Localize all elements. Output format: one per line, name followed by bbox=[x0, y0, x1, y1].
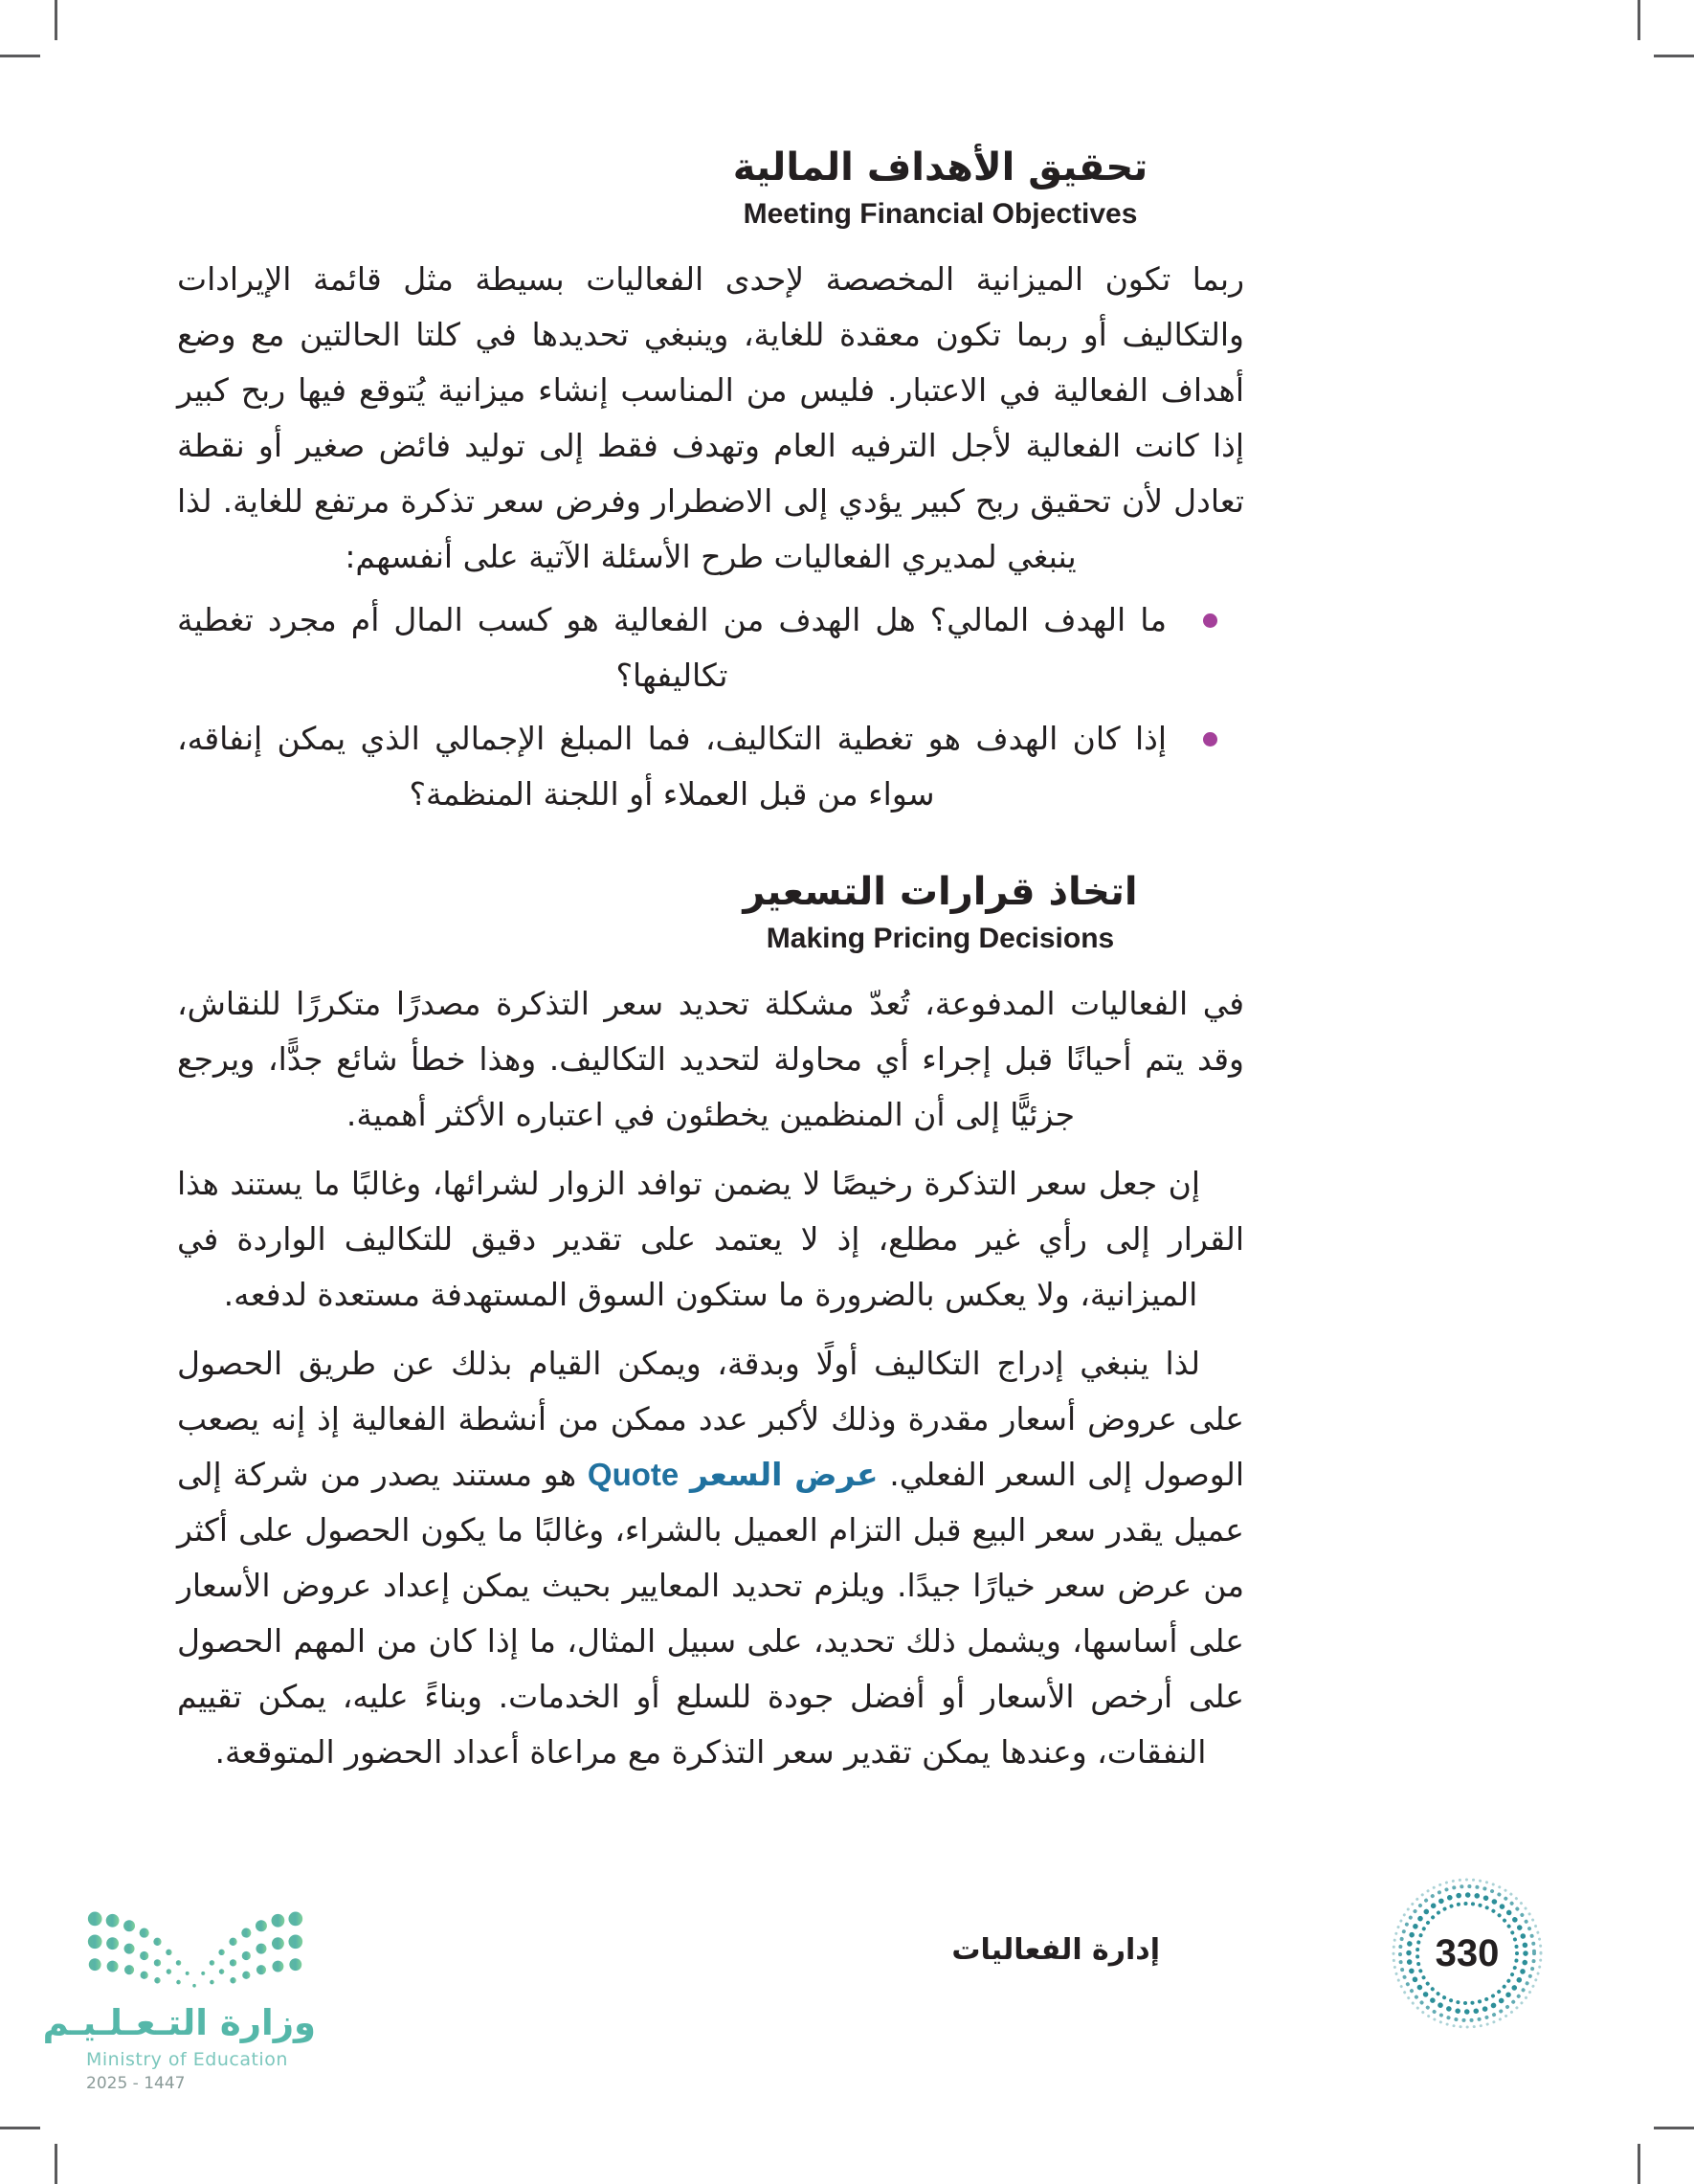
ministry-logo-dots-icon bbox=[86, 1906, 304, 1995]
bullet-dot-icon bbox=[1203, 613, 1217, 628]
crop-mark-bottom-left-vertical bbox=[55, 2144, 57, 2184]
footer-chapter-label: إدارة الفعاليات bbox=[951, 1933, 1160, 1967]
list-item bbox=[177, 711, 1244, 822]
paragraph-ticket-price-problem: في الفعاليات المدفوعة، تُعدّ مشكلة تحديد سعر التذكرة مصدرًا متكررًا للنقاش، وقد يتم أحيانًا قبل إجراء أي محاولة لتحديد التكاليف. وهذا خطأ شائع جدًّا، ويرجع جزئيًّا إلى أن المنظمين يخطئون في اعتباره الأكثر أهمية. bbox=[177, 985, 1244, 1133]
section-title-arabic: اتخاذ قرارات التسعير bbox=[743, 870, 1138, 914]
paragraph-cheap-ticket: إن جعل سعر التذكرة رخيصًا لا يضمن توافد الزوار لشرائها، وغالبًا ما يستند هذا القرار إلى رأي غير مطلع، إذ لا يعتمد على تقدير دقيق للتكاليف الواردة في الميزانية، ولا يعكس بالضرورة ما ستكون السوق المستهدفة مستعدة لدفعه. bbox=[177, 1165, 1244, 1313]
key-term-arabic: عرض السعر bbox=[689, 1456, 879, 1493]
ministry-years: 2025 - 1447 bbox=[86, 2073, 186, 2093]
crop-mark-top-left-vertical bbox=[55, 0, 57, 40]
page-content bbox=[177, 142, 1244, 1780]
bullet-list bbox=[177, 592, 1244, 822]
section-heading-pricing-decisions bbox=[177, 866, 1244, 957]
page-number-badge bbox=[1388, 1874, 1547, 2033]
crop-mark-bottom-left-horizontal bbox=[0, 2127, 40, 2129]
crop-mark-top-right-vertical bbox=[1638, 0, 1640, 40]
crop-mark-bottom-right-horizontal bbox=[1654, 2127, 1694, 2129]
ministry-of-education-logo bbox=[42, 1906, 316, 2093]
key-term-english: Quote bbox=[587, 1457, 680, 1492]
section-title-english: Making Pricing Decisions bbox=[766, 923, 1115, 954]
crop-mark-top-left-horizontal bbox=[0, 55, 40, 57]
ministry-name-english: Ministry of Education bbox=[86, 2048, 288, 2070]
crop-mark-top-right-horizontal bbox=[1654, 55, 1694, 57]
paragraph-budget-objectives: ربما تكون الميزانية المخصصة لإحدى الفعاليات بسيطة مثل قائمة الإيرادات والتكاليف أو ربما تكون معقدة للغاية، وينبغي تحديدها في كلتا الحالتين مع وضع أهداف الفعالية في الاعتبار. فليس من المناسب إنشاء ميزانية يُتوقع فيها ربح كبير إذا كانت الفعالية لأجل الترفيه العام وتهدف فقط إلى توليد فائض صغير أو نقطة تعادل لأن تحقيق ربح كبير يؤدي إلى الاضطرار وفرض سعر تذكرة مرتفع للغاية. لذا ينبغي لمديري الفعاليات طرح الأسئلة الآتية على أنفسهم: bbox=[177, 260, 1244, 575]
crop-mark-bottom-right-vertical bbox=[1638, 2144, 1640, 2184]
paragraph-quote-definition bbox=[177, 1336, 1244, 1780]
bullet-text: ما الهدف المالي؟ هل الهدف من الفعالية هو كسب المال أم مجرد تغطية تكاليفها؟ bbox=[177, 601, 1167, 694]
quote-paragraph-after: هو مستند يصدر من شركة إلى عميل يقدر سعر البيع قبل التزام العميل بالشراء، وغالبًا ما يكون الحصول على أكثر من عرض سعر خيارًا جيدًا. ويلزم تحديد المعايير بحيث يمكن إعداد عروض الأسعار على أساسها، ويشمل ذلك تحديد، على سبيل المثال، ما إذا كان من المهم الحصول على أرخص الأسعار أو أفضل جودة للسلع أو الخدمات. وبناءً عليه، يمكن تقييم النفقات، وعندها يمكن تقدير سعر التذكرة مع مراعاة أعداد الحضور المتوقعة. bbox=[177, 1456, 1244, 1771]
bullet-text: إذا كان الهدف هو تغطية التكاليف، فما المبلغ الإجمالي الذي يمكن إنفاقه، سواء من قبل العملاء أو اللجنة المنظمة؟ bbox=[177, 720, 1167, 813]
page-number: 330 bbox=[1435, 1931, 1500, 1974]
section-heading-financial-objectives bbox=[177, 142, 1244, 233]
section-title-arabic: تحقيق الأهداف المالية bbox=[732, 145, 1148, 189]
bullet-dot-icon bbox=[1203, 732, 1217, 747]
list-item bbox=[177, 592, 1244, 703]
quote-paragraph-before: لذا ينبغي إدراج التكاليف أولًا وبدقة، ويمكن القيام بذلك عن طريق الحصول على عروض أسعار مقدرة وذلك لأكبر عدد ممكن من أنشطة الفعالية إذ إنه يصعب الوصول إلى السعر الفعلي. bbox=[177, 1345, 1244, 1493]
ministry-name-arabic: وزارة التـعـلـيـم bbox=[42, 2002, 316, 2043]
section-title-english: Meeting Financial Objectives bbox=[743, 198, 1138, 230]
